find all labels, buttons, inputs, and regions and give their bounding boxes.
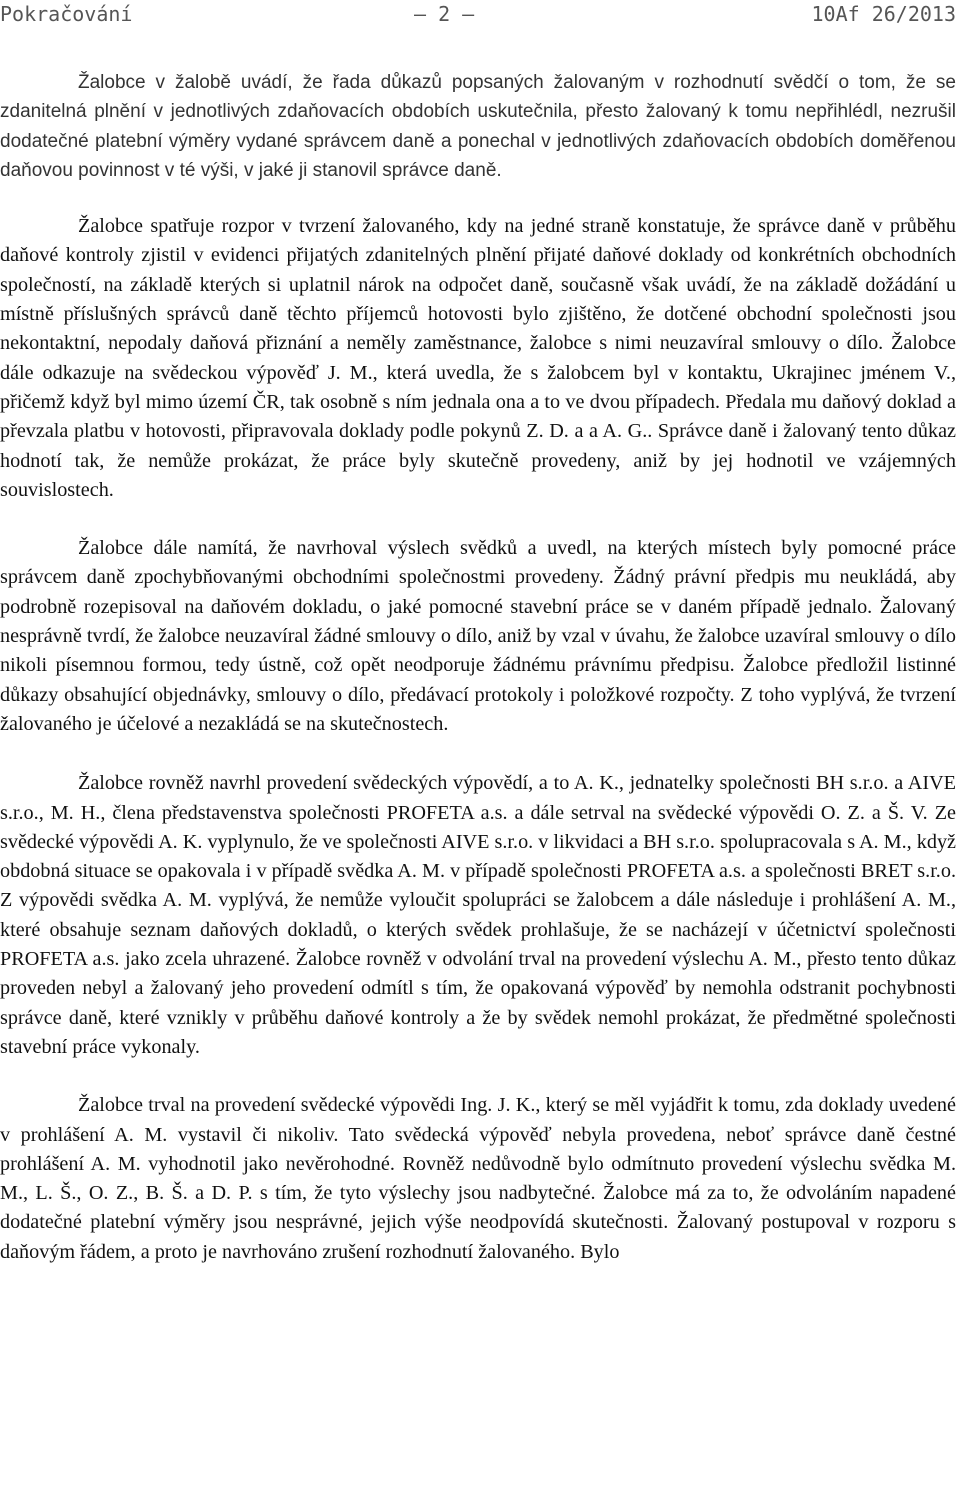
paragraph-1: Žalobce v žalobě uvádí, že řada důkazů popsaných žalovaným v rozhodnutí svědčí o tom, že se zdanitelná plnění v jednotlivých zdaňovacích obdobích uskutečnila, přesto žalovaný k tomu nepřihlédl, nezrušil dodatečné platební výměry vydané správcem daně a ponechal v jednotlivých zdaňovacích obdobích doměřenou daňovou povinnost v té výši, v jaké ji stanovil správce daně.	[0, 72, 956, 181]
page-header	[0, 0, 960, 30]
header-page-number: – 2 –	[414, 2, 475, 26]
paragraph-3: Žalobce dále namítá, že navrhoval výslech svědků a uvedl, na kterých místech byly pomocné práce správcem daně zpochybňovanými obchodními společnostmi provedeny. Žádný právní předpis mu neukládá, aby podrobně rozepisoval na daňovém dokladu, o jaké pomocné stavební práce se v daném případě jednalo. Žalovaný nesprávně tvrdí, že žalobce neuzavíral žádné smlouvy o dílo, aniž by vzal v úvahu, že žalobce uzavíral smlouvy o dílo nikoli písemnou formou, tedy ústně, což opět neodporuje žádnému právnímu předpisu. Žalobce předložil listinné důkazy obsahující objednávky, smlouvy o dílo, předávací protokoly i položkové rozpočty. Z toho vyplývá, že tvrzení žalovaného je účelové a nezakládá se na skutečnostech.	[0, 537, 956, 735]
header-continuation-label: Pokračování	[0, 2, 133, 26]
paragraph-5: Žalobce trval na provedení svědecké výpovědi Ing. J. K., který se měl vyjádřit k tomu, zda doklady uvedené v prohlášení A. M. vystavil či nikoliv. Tato svědecká výpověď nebyla provedena, neboť správce daně čestné prohlášení A. M. vyhodnotil jako nevěrohodné. Rovněž nedůvodně bylo odmítnuto provedení výslechu svědka M. M., L. Š., O. Z., B. Š. a D. P. s tím, že tyto výslechy jsou nadbytečné. Žalobce má za to, že odvoláním napadené dodatečné platební výměry jsou nesprávné, jejich výše neodpovídá skutečnosti. Žalovaný postupoval v rozporu s daňovým řádem, a proto je navrhováno zrušení rozhodnutí žalovaného. Bylo	[0, 1094, 956, 1263]
header-case-number: 10Af 26/2013	[811, 2, 956, 26]
paragraph-4: Žalobce rovněž navrhl provedení svědeckých výpovědí, a to A. K., jednatelky společnosti BH s.r.o. a AIVE s.r.o., M. H., člena představenstva společnosti PROFETA a.s. a dále setrval na svědecké výpovědi O. Z. a Š. V. Ze svědecké výpovědi A. K. vyplynulo, že ve společnosti AIVE s.r.o. v likvidaci a BH s.r.o. spolupracovala s A. M., když obdobná situace se opakovala i v případě svědka A. M. v případě společnosti PROFETA a.s. a společnosti BRET s.r.o. Z výpovědi svědka A. M. vyplývá, že nemůže vyloučit spolupráci se žalobcem a dále následuje i prohlášení A. M., které obsahuje seznam daňových dokladů, o kterých svědek prohlašuje, že se nacházejí v účetnictví společnosti PROFETA a.s. jako zcela uhrazené. Žalobce rovněž v odvolání trval na provedení výslechu A. M., přesto tento důkaz proveden nebyl a žalovaný jeho provedení odmítl s tím, že opakovaná výpověď by nemohla odstranit pochybnosti správce daně, které vznikly v průběhu daňové kontroly a že by svědek nemohl prokázat, že předmětné společnosti stavební práce vykonaly.	[0, 772, 956, 1058]
paragraph-2: Žalobce spatřuje rozpor v tvrzení žalovaného, kdy na jedné straně konstatuje, že správce daně v průběhu daňové kontroly zjistil v evidenci přijatých zdanitelných plnění přijaté daňové doklady od konkrétních obchodních společností, na základě kterých si uplatnil nárok na odpočet daně, současně však uvádí, že na základě dožádání u místně příslušných správců daně těchto příjemců hotovosti bylo zjištěno, že dotčené obchodní společnosti jsou nekontaktní, nepodaly daňová přiznání a neměly zaměstnance, žalobce s nimi neuzavíral smlouvy o dílo. Žalobce dále odkazuje na svědeckou výpověď J. M., která uvedla, že s žalobcem byl v kontaktu, Ukrajinec jménem V., přičemž když byl mimo území ČR, tak osobně s ním jednala ona a to ve dvou případech. Předala mu daňový doklad a převzala platbu v hotovosti, připravovala doklady podle pokynů Z. D. a a A. G.. Správce daně i žalovaný tento důkaz hodnotí tak, že nemůže prokázat, že práce byly skutečně provedeny, aniž by jej hodnotil ve vzájemných souvislostech.	[0, 215, 956, 501]
document-body	[0, 68, 956, 1267]
